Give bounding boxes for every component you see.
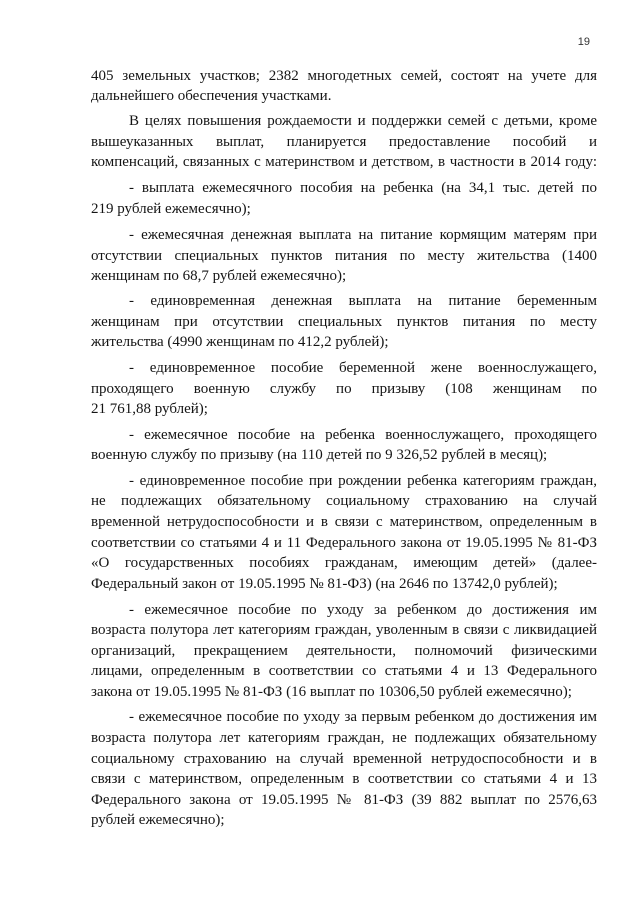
text-line: лицами, определенным в соответствии со статьями 4 и 13 Федерального — [91, 663, 597, 679]
text-line: - ежемесячное пособие по уходу за первым ребенком до достижения им — [129, 709, 597, 725]
text-line: 405 земельных участков; 2382 многодетных семей, состоят на учете для — [91, 68, 597, 84]
text-line: военную службу по призыву (на 110 детей по 9 326,52 рублей в месяц); — [91, 447, 548, 463]
text-line: компенсаций, связанных с материнством и детством, в частности в 2014 году: — [91, 154, 597, 170]
text-line: не подлежащих обязательному социальному страхованию на случай — [91, 493, 597, 509]
text-line: социальному страхованию на случай временной нетрудоспособности и в — [91, 751, 597, 767]
text-line: вышеуказанных выплат, планируется предоставление пособий и — [91, 134, 597, 150]
text-line: - выплата ежемесячного пособия на ребенка (на 34,1 тыс. детей по — [129, 180, 597, 196]
text-line: связи с материнством, определенным в соответствии со статьями 4 и 13 — [91, 771, 597, 787]
text-line: женщинам при отсутствии специальных пунктов питания по месту — [91, 314, 597, 330]
text-line: - ежемесячное пособие на ребенка военнослужащего, проходящего — [129, 427, 597, 443]
text-line: женщинам по 68,7 рублей ежемесячно); — [91, 268, 347, 284]
text-line: отсутствии специальных пунктов питания по месту жительства (1400 — [91, 248, 597, 264]
text-line: - ежемесячная денежная выплата на питание кормящим матерям при — [129, 227, 597, 243]
text-line: организаций, прекращением деятельности, полномочий физическими — [91, 643, 597, 659]
text-line: дальнейшего обеспечения участками. — [91, 88, 332, 104]
text-line: - единовременное пособие при рождении ребенка категориям граждан, — [129, 473, 597, 489]
text-line: «О государственных пособиях гражданам, имеющим детей» (далее- — [91, 555, 597, 571]
text-line: 21 761,88 рублей); — [91, 401, 208, 417]
text-line: закона от 19.05.1995 № 81-ФЗ (16 выплат по 10306,50 рублей ежемесячно); — [91, 684, 572, 700]
text-line: возраста полутора лет категориям граждан, не подлежащих обязательному — [91, 730, 597, 746]
text-line: 219 рублей ежемесячно); — [91, 201, 251, 217]
text-line: - ежемесячное пособие по уходу за ребенком до достижения им — [129, 602, 597, 618]
text-line: временной нетрудоспособности и в связи с материнством, определенным в — [91, 514, 597, 530]
text-line: - единовременное пособие беременной жене военнослужащего, — [129, 360, 597, 376]
text-line: соответствии со статьями 4 и 11 Федерального закона от 19.05.1995 № 81-ФЗ — [91, 535, 597, 551]
text-line: Федерального закона от 19.05.1995 № 81-ФЗ (39 882 выплат по 2576,63 — [91, 792, 597, 808]
text-line: возраста полутора лет категориям граждан, уволенным в связи с ликвидацией — [91, 622, 597, 638]
text-line: - единовременная денежная выплата на питание беременным — [129, 293, 597, 309]
text-line: проходящего военную службу по призыву (108 женщинам по — [91, 381, 597, 397]
text-line: Федеральный закон от 19.05.1995 № 81-ФЗ) (на 2646 по 13742,0 рублей); — [91, 576, 558, 592]
page-number: 19 — [577, 36, 590, 48]
text-line: рублей ежемесячно); — [91, 812, 225, 828]
text-line: В целях повышения рождаемости и поддержки семей с детьми, кроме — [129, 113, 597, 129]
text-line: жительства (4990 женщинам по 412,2 рублей); — [91, 334, 389, 350]
